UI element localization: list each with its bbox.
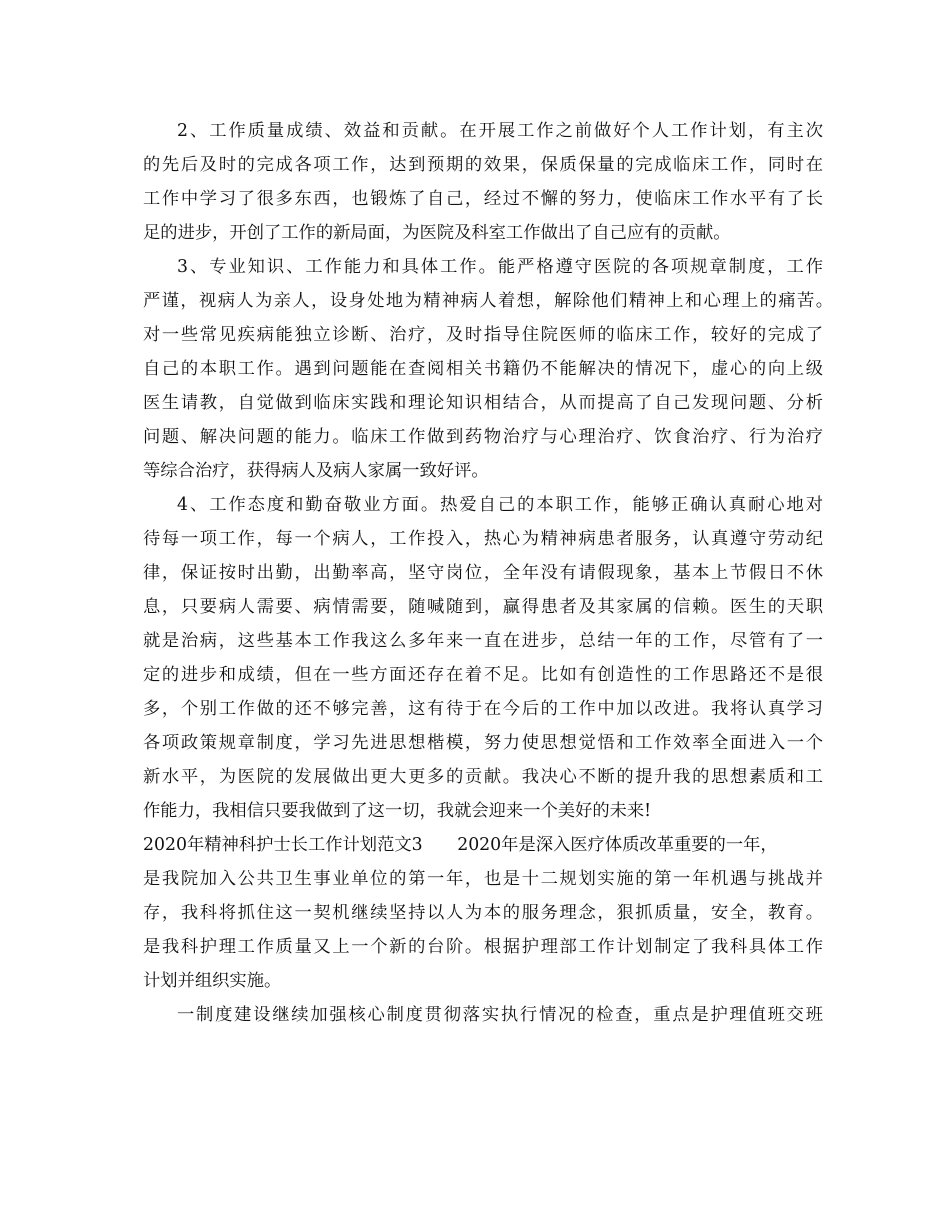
paragraph-3-line-2: 严谨，视病人为亲人，设身处地为精神病人着想，解除他们精神上和心理上的痛苦。: [143, 291, 833, 311]
paragraph-4-line-1: 4、工作态度和勤奋敬业方面。热爱自己的本职工作，能够正确认真耐心地对: [177, 495, 823, 515]
paragraph-4-line-9: 新水平，为医院的发展做出更大更多的贡献。我决心不断的提升我的思想素质和工: [143, 767, 823, 787]
section-title-line: 2020年精神科护士长工作计划范文3 2020年是深入医疗体质改革重要的一年，: [143, 835, 778, 855]
paragraph-5-line-1: 一制度建设继续加强核心制度贯彻落实执行情况的检查，重点是护理值班交班: [177, 1005, 823, 1025]
paragraph-4-line-5: 就是治病，这些基本工作我这么多年来一直在进步，总结一年的工作，尽管有了一: [143, 631, 823, 651]
paragraph-2-line-3: 工作中学习了很多东西，也锻炼了自己，经过不懈的努力，使临床工作水平有了长: [143, 189, 823, 209]
section-paragraph-line-2: 是我院加入公共卫生事业单位的第一年，也是十二规划实施的第一年机遇与挑战并: [143, 869, 823, 889]
paragraph-3-line-4: 自己的本职工作。遇到问题能在查阅相关书籍仍不能解决的情况下，虚心的向上级: [143, 359, 823, 379]
paragraph-4-line-3: 律，保证按时出勤，出勤率高，坚守岗位，全年没有请假现象，基本上节假日不休: [143, 563, 823, 583]
paragraph-3-line-7: 等综合治疗，获得病人及病人家属一致好评。: [143, 461, 489, 481]
paragraph-3-line-6: 问题、解决问题的能力。临床工作做到药物治疗与心理治疗、饮食治疗、行为治疗: [143, 427, 823, 447]
paragraph-4-line-6: 定的进步和成绩，但在一些方面还存在着不足。比如有创造性的工作思路还不是很: [143, 665, 823, 685]
paragraph-4-line-7: 多，个别工作做的还不够完善，这有待于在今后的工作中加以改进。我将认真学习: [143, 699, 823, 719]
paragraph-3-line-1: 3、专业知识、工作能力和具体工作。能严格遵守医院的各项规章制度，工作: [177, 257, 823, 277]
section-paragraph-line-4: 是我科护理工作质量又上一个新的台阶。根据护理部工作计划制定了我科具体工作: [143, 937, 823, 957]
paragraph-2-line-4: 足的进步，开创了工作的新局面，为医院及科室工作做出了自己应有的贡献。: [143, 223, 731, 243]
section-paragraph-line-5: 计划并组织实施。: [143, 971, 282, 991]
paragraph-4-line-10: 作能力，我相信只要我做到了这一切，我就会迎来一个美好的未来!: [143, 801, 652, 821]
paragraph-3-line-3: 对一些常见疾病能独立诊断、治疗，及时指导住院医师的临床工作，较好的完成了: [143, 325, 823, 345]
paragraph-4-line-8: 各项政策规章制度，学习先进思想楷模，努力使思想觉悟和工作效率全面进入一个: [143, 733, 823, 753]
paragraph-3-line-5: 医生请教，自觉做到临床实践和理论知识相结合，从而提高了自己发现问题、分析: [143, 393, 823, 413]
paragraph-4-line-4: 息，只要病人需要、病情需要，随喊随到，赢得患者及其家属的信赖。医生的天职: [143, 597, 823, 617]
paragraph-4-line-2: 待每一项工作，每一个病人，工作投入，热心为精神病患者服务，认真遵守劳动纪: [143, 529, 823, 549]
section-paragraph-line-3: 存，我科将抓住这一契机继续坚持以人为本的服务理念，狠抓质量，安全，教育。: [143, 903, 823, 923]
paragraph-2-line-1: 2、工作质量成绩、效益和贡献。在开展工作之前做好个人工作计划，有主次: [177, 121, 823, 141]
paragraph-2-line-2: 的先后及时的完成各项工作，达到预期的效果，保质保量的完成临床工作，同时在: [143, 155, 823, 175]
